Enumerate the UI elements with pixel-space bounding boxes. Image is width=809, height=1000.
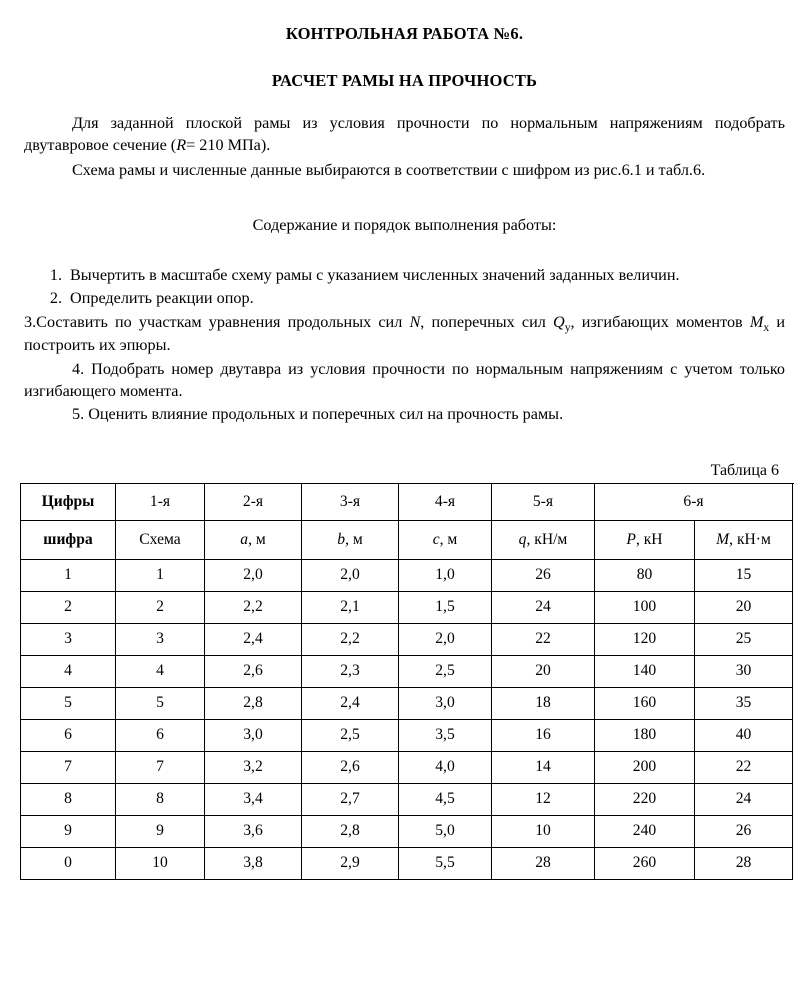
table-row	[21, 591, 793, 623]
table-cell: 15	[695, 559, 793, 591]
symbol-c: c	[432, 530, 440, 548]
table-cell: 6	[21, 719, 116, 751]
table-cell: 3,5	[399, 719, 492, 751]
table-row	[21, 815, 793, 847]
table-cell: 22	[695, 751, 793, 783]
table-cell: 26	[492, 559, 595, 591]
table-cell: 260	[595, 847, 695, 879]
table-cell: 2,8	[205, 687, 302, 719]
table-cell: 1	[116, 559, 205, 591]
table-header-cell: Цифры	[21, 483, 116, 520]
table-cell: 20	[695, 591, 793, 623]
table-cell: 1	[21, 559, 116, 591]
list-item-label: Определить реакции опор.	[70, 289, 254, 308]
table-cell: 4	[116, 655, 205, 687]
intro-paragraph-1-text-a: Для заданной плоской рамы из условия прочности по нормальным напряжениям подобрать двутавровое сечение (	[24, 114, 785, 154]
table-header-cell: шифра	[21, 520, 116, 559]
table-cell: 18	[492, 687, 595, 719]
table-cell: 2,0	[205, 559, 302, 591]
table-cell: 0	[21, 847, 116, 879]
table-cell: 4,0	[399, 751, 492, 783]
table-cell: 2,6	[205, 655, 302, 687]
table-cell: 240	[595, 815, 695, 847]
list-item-3	[24, 312, 785, 357]
section-heading: Содержание и порядок выполнения работы:	[252, 215, 557, 234]
table-cell: 3,4	[205, 783, 302, 815]
table-cell: 120	[595, 623, 695, 655]
table-cell: 3	[21, 623, 116, 655]
list-item	[24, 288, 785, 310]
symbol-q: q	[518, 530, 527, 548]
unit-label: , кН·м	[729, 530, 771, 548]
parameters-table	[20, 483, 793, 880]
list-item-number: 1.	[49, 265, 62, 284]
table-cell: 10	[492, 815, 595, 847]
table-cell: 10	[116, 847, 205, 879]
intro-paragraph-1	[24, 113, 785, 156]
table-cell: 24	[492, 591, 595, 623]
table-cell: 100	[595, 591, 695, 623]
table-row	[21, 847, 793, 879]
table-header-cell: 1-я	[116, 483, 205, 520]
symbol-r: R	[176, 135, 187, 154]
task-list	[24, 265, 785, 426]
table-header-cell: 2-я	[205, 483, 302, 520]
table-cell: 4	[21, 655, 116, 687]
table-cell: 7	[21, 751, 116, 783]
table-header-cell	[492, 520, 595, 559]
symbol-q-subscript: y	[564, 320, 571, 334]
table-cell: 8	[21, 783, 116, 815]
table-cell: 2,0	[399, 623, 492, 655]
table-cell: 22	[492, 623, 595, 655]
table-row	[21, 623, 793, 655]
table-cell: 140	[595, 655, 695, 687]
symbol-m: M	[716, 530, 730, 548]
table-row	[21, 751, 793, 783]
table-header-cell: Схема	[116, 520, 205, 559]
table-cell: 24	[695, 783, 793, 815]
table-cell: 2,5	[302, 719, 399, 751]
table-cell: 3,6	[205, 815, 302, 847]
symbol-b: b	[337, 530, 346, 548]
unit-label: , м	[345, 530, 363, 548]
list-item-3-text-c: , изгибающих моментов	[570, 312, 750, 331]
list-item-5: 5. Оценить влияние продольных и поперечных сил на прочность рамы.	[72, 405, 564, 424]
table-cell: 28	[492, 847, 595, 879]
list-item-number: 2.	[49, 289, 62, 308]
intro-paragraph-1-text-b: = 210 МПа).	[186, 135, 271, 154]
table-caption: Таблица 6	[710, 461, 779, 479]
table-cell: 8	[116, 783, 205, 815]
table-header-cell	[595, 520, 695, 559]
table-cell: 2,4	[205, 623, 302, 655]
table-cell: 220	[595, 783, 695, 815]
list-item-3-text-d: и построить их эпюры.	[24, 312, 785, 355]
table-row	[21, 559, 793, 591]
list-item	[24, 265, 785, 287]
table-cell: 26	[695, 815, 793, 847]
table-cell: 2	[21, 591, 116, 623]
table-cell: 14	[492, 751, 595, 783]
table-header-cell	[205, 520, 302, 559]
table-cell: 25	[695, 623, 793, 655]
table-cell: 2,5	[399, 655, 492, 687]
table-header-cell: 6-я	[595, 483, 793, 520]
table-cell: 5,0	[399, 815, 492, 847]
list-item-3-text-a: 3.Составить по участкам уравнения продольных сил	[24, 312, 410, 331]
table-header-row-1	[21, 483, 793, 520]
table-row	[21, 687, 793, 719]
table-cell: 3	[116, 623, 205, 655]
table-row	[21, 655, 793, 687]
table-cell: 2,1	[302, 591, 399, 623]
symbol-a: a	[240, 530, 249, 548]
page-subtitle: РАСЧЕТ РАМЫ НА ПРОЧНОСТЬ	[271, 71, 538, 90]
table-cell: 2,7	[302, 783, 399, 815]
table-cell: 40	[695, 719, 793, 751]
symbol-p: P	[626, 530, 636, 548]
table-cell: 1,0	[399, 559, 492, 591]
table-cell: 180	[595, 719, 695, 751]
table-cell: 1,5	[399, 591, 492, 623]
table-cell: 30	[695, 655, 793, 687]
table-cell: 160	[595, 687, 695, 719]
table-cell: 3,0	[205, 719, 302, 751]
table-cell: 16	[492, 719, 595, 751]
unit-label: , м	[439, 530, 458, 548]
table-cell: 20	[492, 655, 595, 687]
intro-paragraph-2: Схема рамы и численные данные выбираются в соответствии с шифром из рис.6.1 и табл.6.	[72, 161, 706, 180]
symbol-q: Q	[552, 312, 565, 331]
table-header-cell	[302, 520, 399, 559]
table-row	[21, 783, 793, 815]
list-item-3-text-b: , поперечных сил	[420, 312, 553, 331]
table-cell: 2,9	[302, 847, 399, 879]
table-header-cell: 5-я	[492, 483, 595, 520]
table-cell: 5	[116, 687, 205, 719]
table-cell: 2	[116, 591, 205, 623]
table-header-row-2	[21, 520, 793, 559]
table-row	[21, 719, 793, 751]
table-cell: 2,4	[302, 687, 399, 719]
table-cell: 2,6	[302, 751, 399, 783]
table-header-cell: 3-я	[302, 483, 399, 520]
symbol-m: M	[749, 312, 764, 331]
table-cell: 2,0	[302, 559, 399, 591]
table-cell: 4,5	[399, 783, 492, 815]
table-header-cell: 4-я	[399, 483, 492, 520]
table-cell: 7	[116, 751, 205, 783]
table-body	[21, 559, 793, 879]
table-cell: 2,2	[302, 623, 399, 655]
table-cell: 3,8	[205, 847, 302, 879]
table-cell: 6	[116, 719, 205, 751]
table-cell: 2,8	[302, 815, 399, 847]
unit-label: , м	[248, 530, 266, 548]
symbol-n: N	[409, 312, 421, 331]
table-cell: 2,3	[302, 655, 399, 687]
table-cell: 9	[116, 815, 205, 847]
table-cell: 28	[695, 847, 793, 879]
table-cell: 35	[695, 687, 793, 719]
table-cell: 2,2	[205, 591, 302, 623]
list-item-4: 4. Подобрать номер двутавра из условия прочности по нормальным напряжениям с учетом только изгибающего момента.	[24, 360, 785, 400]
table-cell: 3,2	[205, 751, 302, 783]
unit-label: , кН/м	[526, 530, 568, 548]
unit-label: , кН	[635, 530, 663, 548]
table-cell: 200	[595, 751, 695, 783]
table-cell: 5	[21, 687, 116, 719]
table-header-cell	[399, 520, 492, 559]
table-cell: 12	[492, 783, 595, 815]
table-cell: 9	[21, 815, 116, 847]
list-item-label: Вычертить в масштабе схему рамы с указанием численных значений заданных величин.	[70, 265, 680, 284]
table-cell: 5,5	[399, 847, 492, 879]
page-title: КОНТРОЛЬНАЯ РАБОТА №6.	[285, 24, 524, 43]
table-cell: 3,0	[399, 687, 492, 719]
table-header-cell	[695, 520, 793, 559]
symbol-m-subscript: x	[763, 320, 770, 334]
table-cell: 80	[595, 559, 695, 591]
